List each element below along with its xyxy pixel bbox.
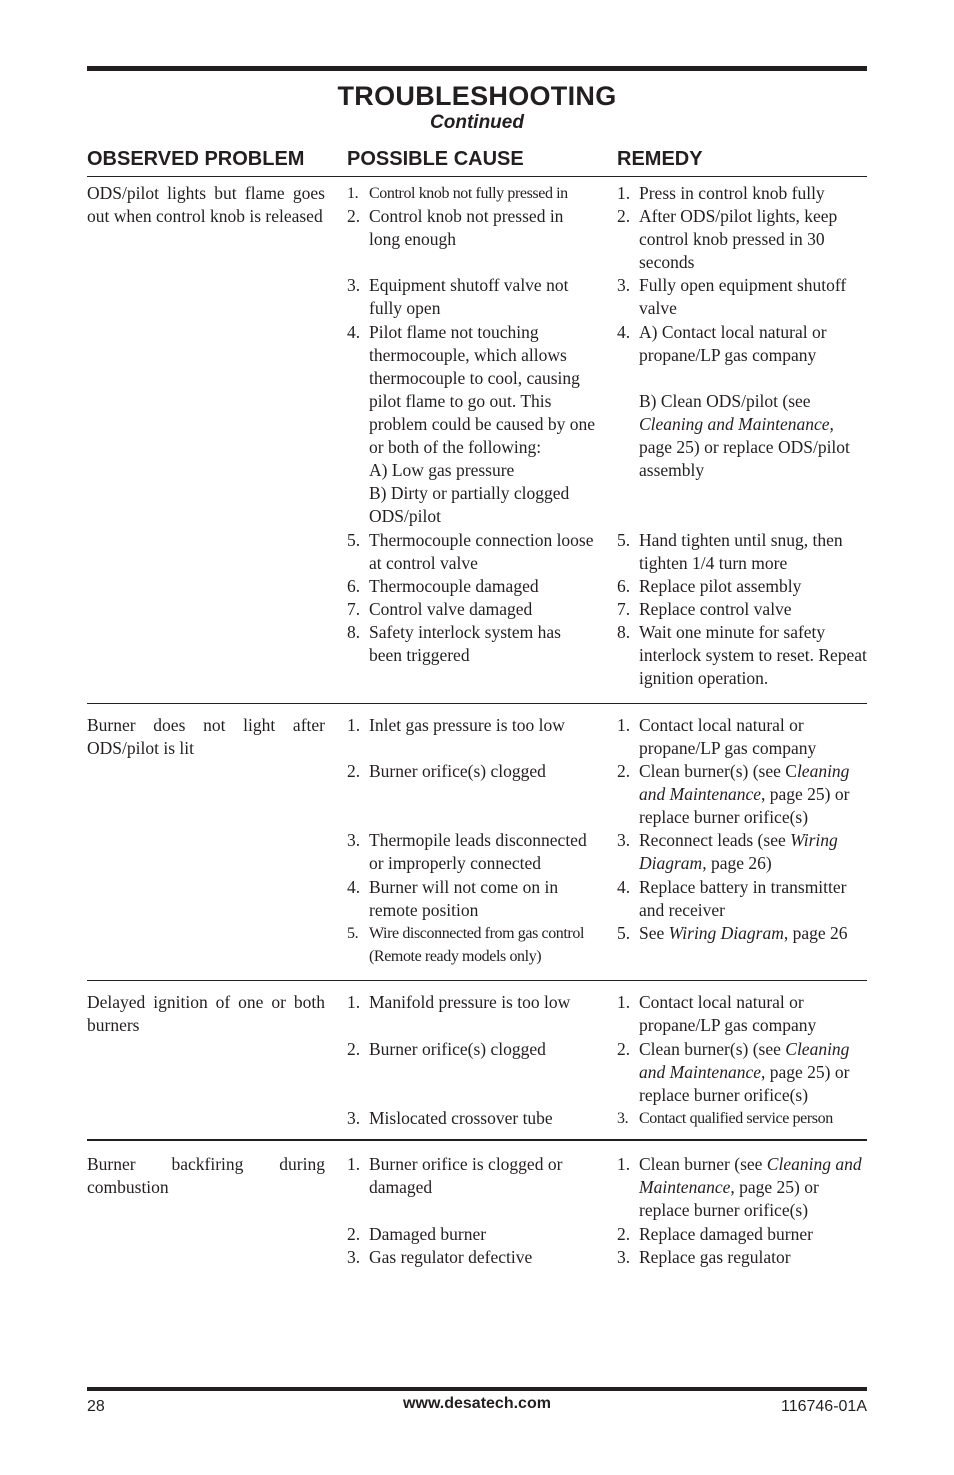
top-rule: [87, 66, 867, 71]
cause-item: 2. Burner orifice(s) clogged: [347, 761, 546, 781]
cause-item: 2. Damaged burner: [347, 1224, 487, 1244]
section-divider: [87, 1139, 867, 1141]
cause-item: 6. Thermocouple damaged: [347, 576, 539, 596]
cause-item: 1. Manifold pressure is too low: [347, 992, 571, 1012]
cause-item: 7. Control valve damaged: [347, 599, 533, 619]
remedy-item: 2. After ODS/pilot lights, keep control knob pressed in 30 seconds: [617, 206, 838, 272]
observed-problem: ODS/pilot lights but flame goes out when control knob is released: [87, 183, 325, 226]
remedy-item: 3. Replace gas regulator: [617, 1247, 791, 1267]
remedy-item: 3. Contact qualified service person: [617, 1110, 833, 1127]
column-header-possible-cause: POSSIBLE CAUSE: [347, 148, 524, 170]
page-title: TROUBLESHOOTING: [337, 81, 617, 111]
section-divider: [87, 980, 867, 981]
cause-item: 1. Burner orifice is clogged or damaged: [347, 1154, 563, 1197]
remedy-item: 3. Reconnect leads (see Wiring Diagram, page 26): [617, 830, 838, 873]
cause-item: 5. Wire disconnected from gas control (Remote ready models only): [347, 925, 585, 965]
remedy-item: 2. Replace damaged burner: [617, 1224, 813, 1244]
remedy-item: 2. Clean burner(s) (see Cleaning and Maintenance, page 25) or replace burner orifice(s): [617, 1039, 850, 1105]
section-divider: [87, 703, 867, 704]
cause-item: 5. Thermocouple connection loose at control valve: [347, 530, 594, 573]
remedy-item: 1. Clean burner (see Cleaning and Maintenance, page 25) or replace burner orifice(s): [617, 1154, 862, 1220]
header-divider: [87, 176, 867, 177]
cause-item: 3. Thermopile leads disconnected or improperly connected: [347, 830, 587, 873]
remedy-item: 2. Clean burner(s) (see Cleaning and Maintenance, page 25) or replace burner orifice(s): [617, 761, 850, 827]
cause-item: 3. Gas regulator defective: [347, 1247, 533, 1267]
remedy-item: 8. Wait one minute for safety interlock system to reset. Repeat ignition operation.: [617, 622, 867, 688]
remedy-item: 6. Replace pilot assembly: [617, 576, 802, 596]
document-number: 116746-01A: [781, 1398, 867, 1415]
cause-item: 1. Control knob not fully pressed in: [347, 185, 568, 202]
cause-item: 2. Burner orifice(s) clogged: [347, 1039, 546, 1059]
column-header-remedy: REMEDY: [617, 148, 703, 170]
page-subtitle: Continued: [430, 112, 524, 133]
remedy-item: 4. A) Contact local natural or propane/LP gas company B) Clean ODS/pilot (see Cleaning and Maintenance, page 25) or replace ODS/pilot assembly: [617, 322, 850, 480]
remedy-item: 3. Fully open equipment shutoff valve: [617, 275, 847, 318]
remedy-item: 1. Press in control knob fully: [617, 183, 825, 203]
cause-item: 2. Control knob not pressed in long enough: [347, 206, 564, 249]
remedy-item: 7. Replace control valve: [617, 599, 792, 619]
cause-item: 3. Mislocated crossover tube: [347, 1108, 553, 1128]
bottom-rule: [87, 1387, 867, 1391]
cause-item: 4. Pilot flame not touching thermocouple, which allows thermocouple to cool, causing pilot flame to go out. This problem could be caused by one or both of the following: A) Low gas pressure B) Dirty or partially clogged ODS/pilot: [347, 322, 595, 526]
cause-item: 1. Inlet gas pressure is too low: [347, 715, 565, 735]
website-link[interactable]: www.desatech.com: [403, 1395, 551, 1412]
remedy-item: 1. Contact local natural or propane/LP gas company: [617, 992, 817, 1035]
cause-item: 4. Burner will not come on in remote position: [347, 877, 559, 920]
cause-item: 8. Safety interlock system has been triggered: [347, 622, 561, 665]
remedy-item: 5. Hand tighten until snug, then tighten 1/4 turn more: [617, 530, 843, 573]
page-number: 28: [87, 1398, 105, 1415]
remedy-item: 4. Replace battery in transmitter and receiver: [617, 877, 847, 920]
remedy-item: 1. Contact local natural or propane/LP gas company: [617, 715, 817, 758]
observed-problem: Burner backfiring during combustion: [87, 1154, 325, 1197]
observed-problem: Burner does not light after ODS/pilot is lit: [87, 715, 325, 758]
observed-problem: Delayed ignition of one or both burners: [87, 992, 325, 1035]
cause-item: 3. Equipment shutoff valve not fully open: [347, 275, 569, 318]
remedy-item: 5. See Wiring Diagram, page 26: [617, 923, 848, 943]
column-header-observed-problem: OBSERVED PROBLEM: [87, 148, 305, 170]
